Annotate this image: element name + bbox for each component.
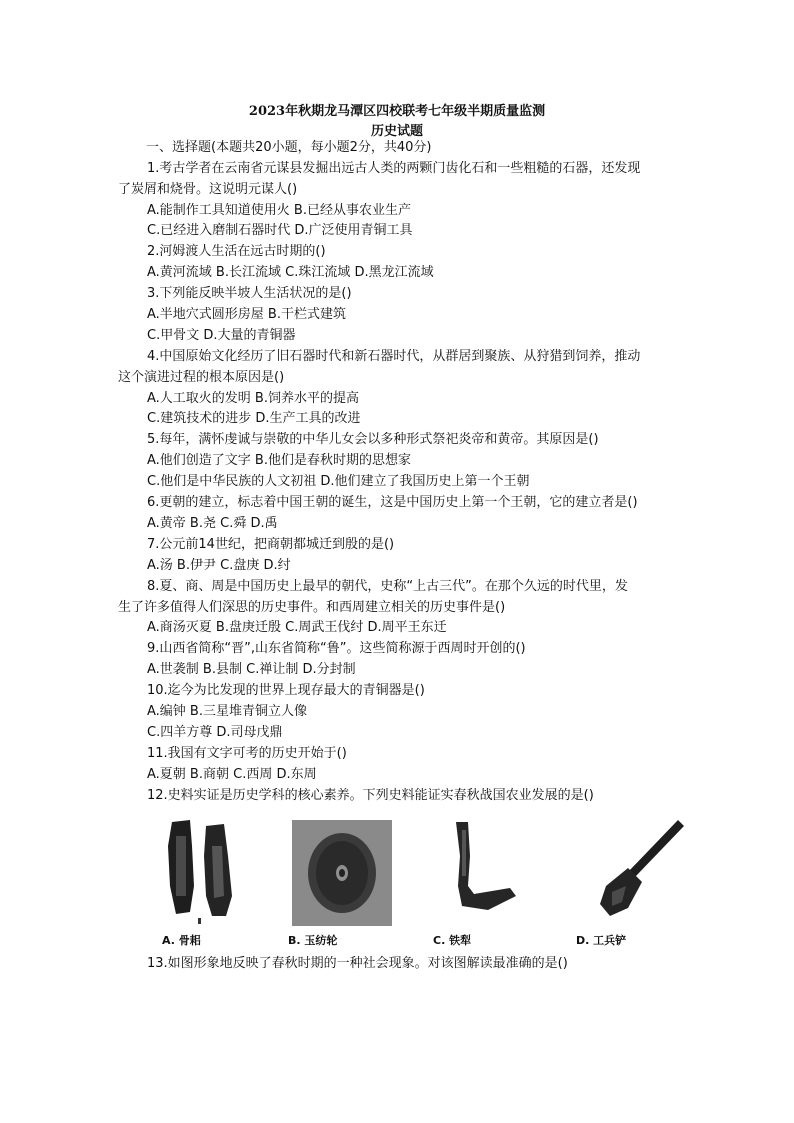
question-1-line-1: 1.考古学者在云南省元谋县发掘出远古人类的两颗门齿化石和一些粗糙的石器，还发现 bbox=[147, 161, 641, 176]
bone-spade-image bbox=[162, 816, 242, 926]
question-9-stem: 9.山西省简称“晋”,山东省简称“鲁”。这些简称源于西周时开创的() bbox=[147, 641, 526, 656]
question-10-stem: 10.迄今为比发现的世界上现存最大的青铜器是() bbox=[147, 683, 425, 698]
caption-a: A. 骨耜 bbox=[162, 934, 201, 947]
question-6-stem: 6.更朝的建立，标志着中国王朝的诞生，这是中国历史上第一个王朝，它的建立者是() bbox=[147, 495, 638, 510]
jade-spindle-whorl-image bbox=[292, 820, 392, 926]
question-3-options-1: A.半地穴式圆形房屋 B.干栏式建筑 bbox=[147, 307, 346, 322]
question-3-stem: 3.下列能反映半坡人生活状况的是() bbox=[147, 286, 352, 301]
question-11-options: A.夏朝 B.商朝 C.西周 D.东周 bbox=[147, 767, 317, 782]
question-1-options-1: A.能制作工具知道使用火 B.已经从事农业生产 bbox=[147, 203, 411, 218]
question-1-line-2: 了炭屑和烧骨。这说明元谋人() bbox=[118, 182, 298, 197]
question-13-stem: 13.如图形象地反映了春秋时期的一种社会现象。对该图解读最准确的是() bbox=[147, 956, 568, 971]
exam-subtitle: 历史试题 bbox=[370, 124, 423, 139]
question-10-options-2: C.四羊方尊 D.司母戊鼎 bbox=[147, 725, 283, 740]
question-6-options: A.黄帝 B.尧 C.舜 D.禹 bbox=[147, 516, 278, 531]
question-4-line-2: 这个演进过程的根本原因是() bbox=[118, 370, 285, 385]
question-8-options: A.商汤灭夏 B.盘庚迁殷 C.周武王伐纣 D.周平王东迁 bbox=[147, 620, 447, 635]
question-5-options-1: A.他们创造了文字 B.他们是春秋时期的思想家 bbox=[147, 453, 411, 468]
question-1-options-2: C.已经进入磨制石器时代 D.广泛使用青铜工具 bbox=[147, 223, 413, 238]
caption-d: D. 工兵铲 bbox=[576, 934, 627, 947]
caption-b: B. 玉纺轮 bbox=[288, 934, 338, 947]
question-5-options-2: C.他们是中华民族的人文初祖 D.他们建立了我国历史上第一个王朝 bbox=[147, 474, 530, 489]
military-shovel-image bbox=[588, 816, 688, 926]
question-9-options: A.世袭制 B.县制 C.禅让制 D.分封制 bbox=[147, 662, 356, 677]
question-2-stem: 2.河姆渡人生活在远古时期的() bbox=[147, 244, 326, 259]
question-7-stem: 7.公元前14世纪，把商朝都城迁到殷的是() bbox=[147, 537, 395, 552]
question-7-options: A.汤 B.伊尹 C.盘庚 D.纣 bbox=[147, 558, 291, 573]
section-heading: 一、选择题(本题共20小题，每小题2分，共40分) bbox=[146, 140, 432, 155]
question-4-line-1: 4.中国原始文化经历了旧石器时代和新石器时代，从群居到聚族、从狩猎到饲养，推动 bbox=[147, 349, 641, 364]
question-3-options-2: C.甲骨文 D.大量的青铜器 bbox=[147, 328, 296, 343]
exam-title: 2023年秋期龙马潭区四校联考七年级半期质量监测 bbox=[248, 104, 546, 119]
question-5-stem: 5.每年，满怀虔诚与崇敬的中华儿女会以多种形式祭祀炎帝和黄帝。其原因是() bbox=[147, 432, 599, 447]
question-8-line-1: 8.夏、商、周是中国历史上最早的朝代，史称“上古三代”。在那个久远的时代里，发 bbox=[147, 579, 628, 594]
question-10-options-1: A.编钟 B.三星堆青铜立人像 bbox=[147, 704, 307, 719]
caption-c: C. 铁犁 bbox=[433, 934, 472, 947]
question-2-options: A.黄河流域 B.长江流域 C.珠江流域 D.黑龙江流域 bbox=[147, 265, 434, 280]
question-12-stem: 12.史料实证是历史学科的核心素养。下列史料能证实春秋战国农业发展的是() bbox=[147, 788, 594, 803]
question-4-options-1: A.人工取火的发明 B.饲养水平的提高 bbox=[147, 391, 359, 406]
question-11-stem: 11.我国有文字可考的历史开始于() bbox=[147, 746, 347, 761]
iron-plough-image bbox=[448, 816, 528, 926]
artifact-figure bbox=[148, 810, 688, 948]
question-8-line-2: 生了许多值得人们深思的历史事件。和西周建立相关的历史事件是() bbox=[118, 600, 506, 615]
question-4-options-2: C.建筑技术的进步 D.生产工具的改进 bbox=[147, 411, 361, 426]
